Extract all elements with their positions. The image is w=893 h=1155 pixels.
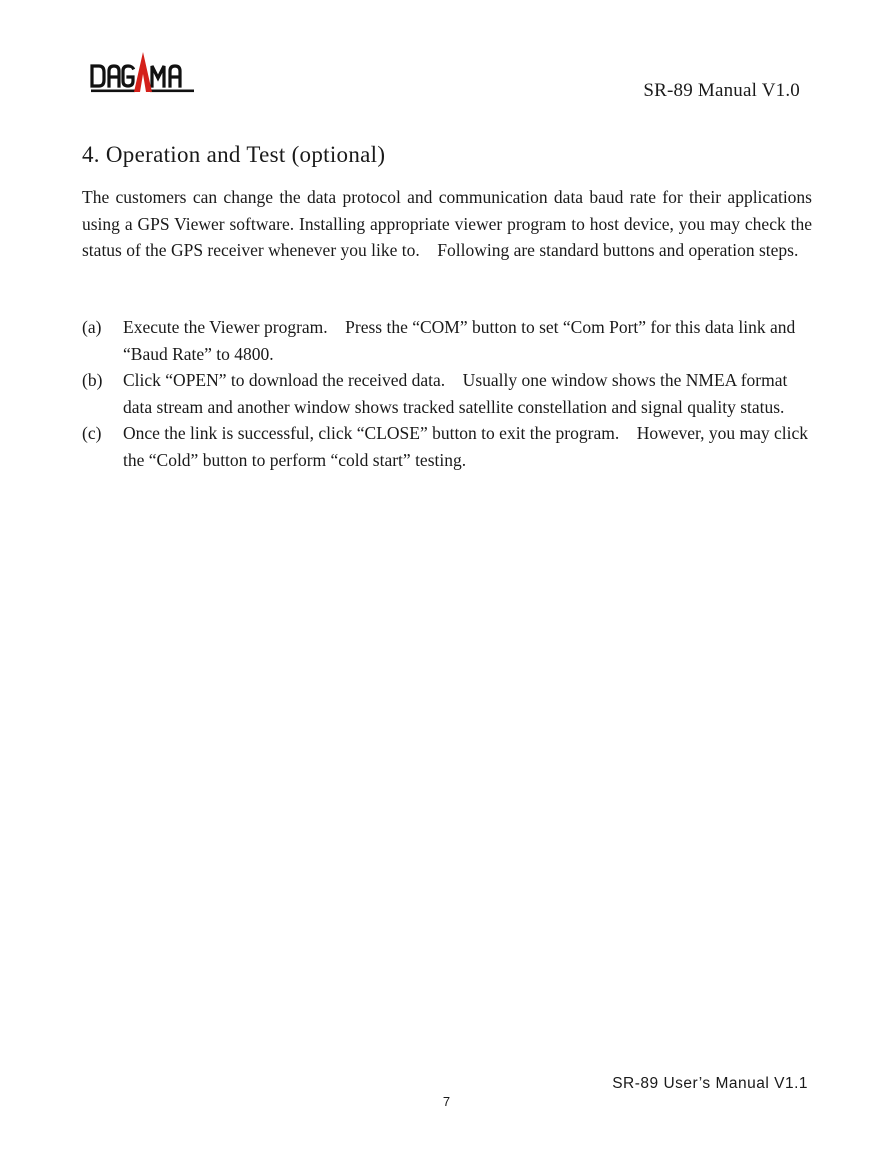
intro-paragraph: The customers can change the data protocol and communication data baud rate for their applications using a GPS Viewer software. Installing appropriate viewer program to host device, you may check the status of the GPS receiver whenever you like to. Following are standard buttons and operation steps. xyxy=(82,187,812,260)
list-item xyxy=(82,420,812,473)
header-manual-title: SR-89 Manual V1.0 xyxy=(643,80,800,101)
dagama-logo xyxy=(88,50,196,94)
step-marker: (a) xyxy=(82,317,102,337)
step-marker: (b) xyxy=(82,370,103,390)
section-title: 4. Operation and Test (optional) xyxy=(82,142,386,167)
list-item xyxy=(82,367,812,420)
footer-manual-title: SR-89 User’s Manual V1.1 xyxy=(612,1075,808,1092)
step-text: Execute the Viewer program. Press the “COM” button to set “Com Port” for this data link and “Baud Rate” to 4800. xyxy=(123,317,796,364)
step-marker: (c) xyxy=(82,423,102,443)
step-text: Once the link is successful, click “CLOSE” button to exit the program. However, you may click the “Cold” button to perform “cold start” testing. xyxy=(123,423,809,470)
page-number: 7 xyxy=(442,1094,451,1109)
step-text: Click “OPEN” to download the received data. Usually one window shows the NMEA format data stream and another window shows tracked satellite constellation and signal quality status. xyxy=(123,370,788,417)
steps-list xyxy=(82,314,812,473)
list-item xyxy=(82,314,812,367)
